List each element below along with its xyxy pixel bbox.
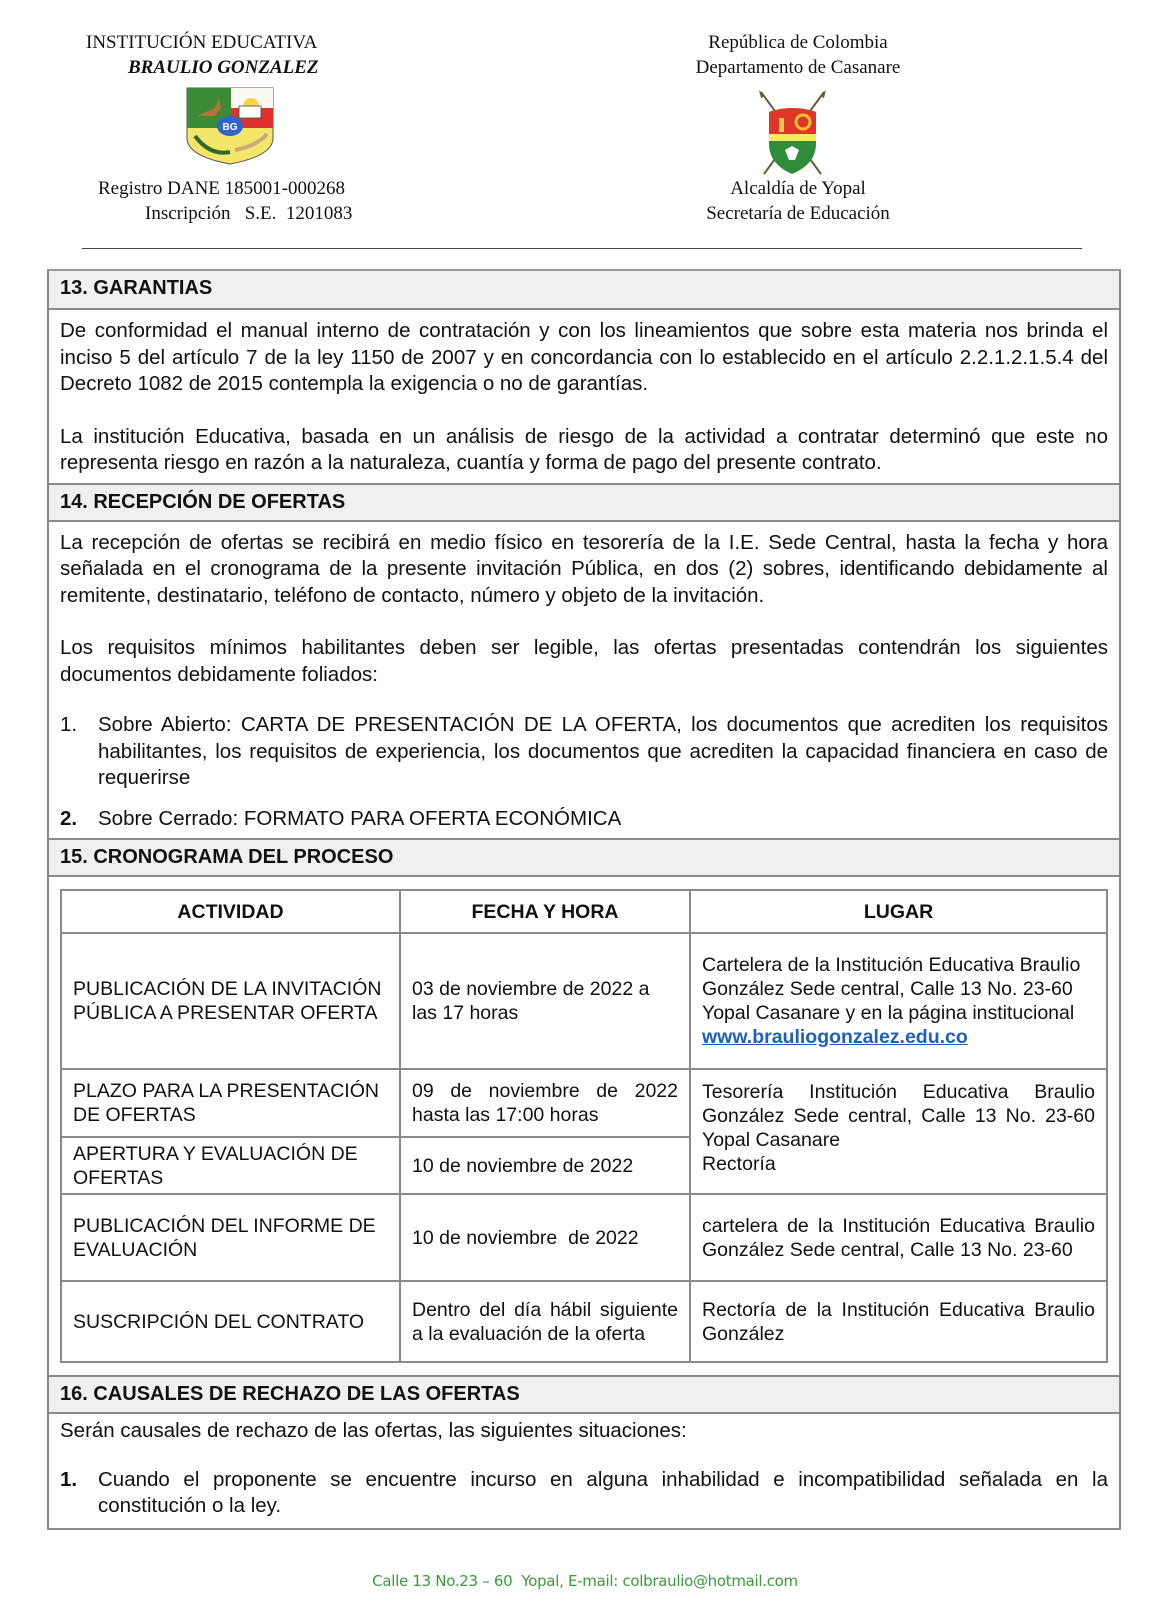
cell-lugar [690,1069,1107,1194]
section-16-body [49,1414,1119,1528]
section-16-title: 16. CAUSALES DE RECHAZO DE LAS OFERTAS [49,1375,1119,1414]
cell-actividad: PLAZO PARA LA PRESENTACIÓN DE OFERTAS [61,1069,400,1137]
registro-dane: Registro DANE 185001-000268 [98,178,345,199]
yopal-coat-of-arms-icon [755,88,830,178]
section-16-intro: Serán causales de rechazo de las ofertas, las siguientes situaciones: [60,1419,687,1442]
lugar-extra: Rectoría [702,1153,776,1175]
institution-name: BRAULIO GONZALEZ [128,57,319,78]
section-14-title: 14. RECEPCIÓN DE OFERTAS [49,483,1119,522]
column-header-fecha: FECHA Y HORA [400,890,690,933]
country-name: República de Colombia [708,32,888,53]
section-15-body [49,877,1119,1375]
institution-website-link[interactable]: www.brauliogonzalez.edu.co [702,1026,968,1048]
section-14-paragraph-1: La recepción de ofertas se recibirá en medio físico en tesorería de la I.E. Sede Central, hasta la fecha y hora señalada en el cronograma de la presente invitación Pública, en dos (2) sobres, identificando debidamente al remitente, destinatario, teléfono de contacto, número y objeto de la invitación. [60,530,1108,607]
section-13-paragraph-2: La institución Educativa, basada en un análisis de riesgo de la actividad a contratar determinó que este no representa riesgo en razón a la naturaleza, cuantía y forma de pago del presente contrato. [60,424,1108,474]
cell-actividad: PUBLICACIÓN DEL INFORME DE EVALUACIÓN [61,1194,400,1281]
list-item-text: Sobre Abierto: CARTA DE PRESENTACIÓN DE LA OFERTA, los documentos que acrediten los requisitos habilitantes, los requisitos de experiencia, los documentos que acrediten la capacidad financiera en caso de requerirse [98,713,1108,789]
section-13-title: 13. GARANTIAS [49,271,1119,310]
section-16-list [60,1467,1108,1520]
list-item-number: 1. [60,713,78,736]
table-row [61,1069,1107,1137]
section-13-paragraph-1: De conformidad el manual interno de contratación y con los lineamientos que sobre esta materia nos brinda el inciso 5 del artículo 7 de la ley 1150 de 2007 y en concordancia con lo establecido en el artículo 2.2.1.2.1.5.4 del Decreto 1082 de 2015 contempla la exigencia o no de garantías. [60,319,1108,395]
section-13-body [49,310,1119,483]
section-14-paragraph-2: Los requisitos mínimos habilitantes deben ser legible, las ofertas presentadas contendrán los siguientes documentos debidamente foliados: [60,636,1108,686]
cell-fecha: 10 de noviembre de 2022 [400,1137,690,1194]
list-item-text: Cuando el proponente se encuentre incurso en alguna inhabilidad e incompatibilidad señalada en la constitución o la ley. [98,1467,1108,1517]
section-15-title: 15. CRONOGRAMA DEL PROCESO [49,838,1119,877]
header-divider [82,248,1082,249]
department-name: Departamento de Casanare [695,57,901,78]
list-item-text: Sobre Cerrado: FORMATO PARA OFERTA ECONÓMICA [98,806,622,830]
cell-fecha: 10 de noviembre de 2022 [400,1194,690,1281]
cell-lugar [690,933,1107,1069]
institution-crest-icon [185,86,275,166]
table-row [61,933,1107,1069]
institution-type: INSTITUCIÓN EDUCATIVA [86,32,318,53]
table-row [61,1281,1107,1362]
list-item-number: 2. [60,806,78,830]
schedule-table [60,889,1108,1363]
cell-actividad: PUBLICACIÓN DE LA INVITACIÓN PÚBLICA A PRESENTAR OFERTA [61,933,400,1069]
cell-fecha: 03 de noviembre de 2022 a las 17 horas [400,933,690,1069]
column-header-lugar: LUGAR [690,890,1107,933]
table-row [61,1194,1107,1281]
lugar-text: Tesorería Institución Educativa Braulio González Sede central, Calle 13 No. 23-60 Yopal Casanare [702,1081,1095,1151]
crest-monogram: BG [222,122,238,133]
cell-actividad: APERTURA Y EVALUACIÓN DE OFERTAS [61,1137,400,1194]
page-footer: Calle 13 No.23 – 60 Yopal, E-mail: colbraulio@hotmail.com [372,1572,798,1590]
education-secretary: Secretaría de Educación [706,203,890,224]
cell-lugar: Rectoría de la Institución Educativa Braulio González [690,1281,1107,1362]
cell-fecha: 09 de noviembre de 2022 hasta las 17:00 horas [400,1069,690,1137]
list-item-number: 1. [60,1467,78,1491]
list-item [60,1467,1108,1520]
lugar-text: Cartelera de la Institución Educativa Braulio González Sede central, Calle 13 No. 23-60 Yopal Casanare y en la página institucional [702,954,1081,1024]
cell-lugar: cartelera de la Institución Educativa Braulio González Sede central, Calle 13 No. 23-60 [690,1194,1107,1281]
cell-fecha: Dentro del día hábil siguiente a la evaluación de la oferta [400,1281,690,1362]
list-item [60,806,1108,833]
section-14-list [60,712,1108,832]
section-14-body [49,522,1119,839]
inscripcion-se: Inscripción S.E. 1201083 [145,203,353,224]
header-right [668,30,928,224]
column-header-actividad: ACTIVIDAD [61,890,400,933]
table-header-row [61,890,1107,933]
cell-actividad: SUSCRIPCIÓN DEL CONTRATO [61,1281,400,1362]
list-item [60,712,1108,792]
document-body [47,269,1121,1530]
municipality-name: Alcaldía de Yopal [730,178,866,199]
